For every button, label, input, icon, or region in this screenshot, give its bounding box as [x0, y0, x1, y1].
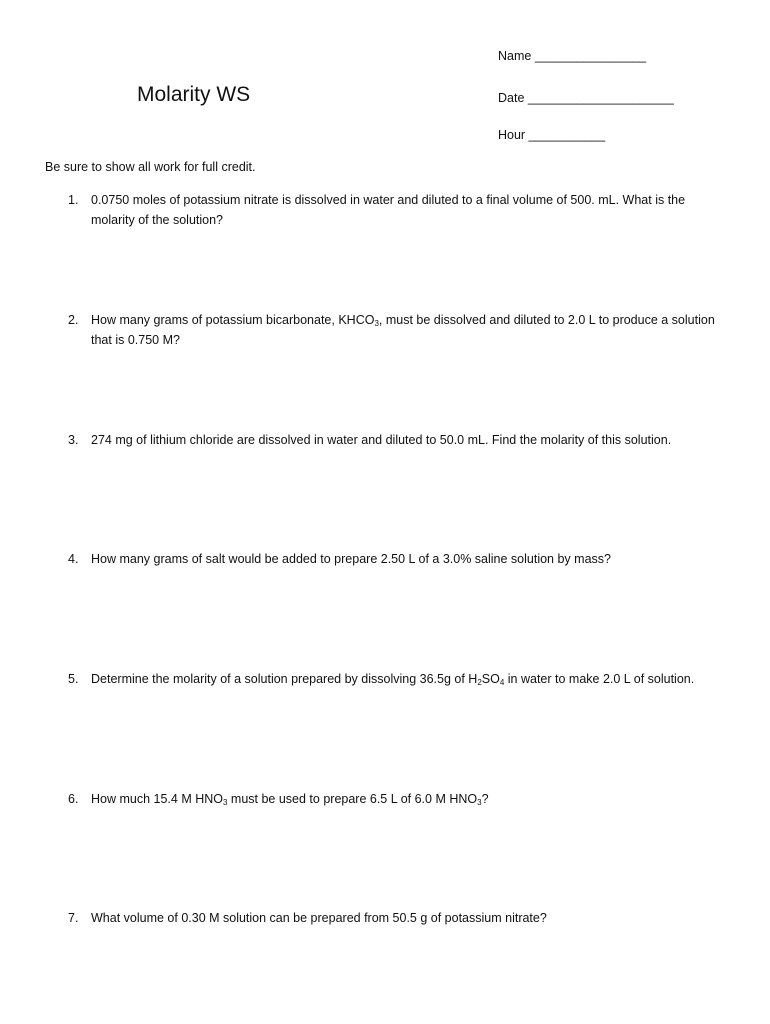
question-text: 274 mg of lithium chloride are dissolved in water and diluted to 50.0 mL. Find the molarity of this solution. — [91, 433, 672, 447]
question-text-part: How much 15.4 M HNO — [91, 792, 223, 806]
question-number: 3. — [68, 433, 79, 447]
question-number: 1. — [68, 193, 79, 207]
hour-field: Hour ___________ — [498, 128, 606, 142]
question-text: What volume of 0.30 M solution can be prepared from 50.5 g of potassium nitrate? — [91, 911, 547, 925]
question-text-part: in water to make 2.0 L of solution. — [504, 672, 695, 686]
question-text: How many grams of salt would be added to prepare 2.50 L of a 3.0% saline solution by mass? — [91, 552, 611, 566]
question-number: 4. — [68, 552, 79, 566]
question-1 — [68, 190, 728, 230]
date-field: Date _____________________ — [498, 91, 674, 105]
subscript: 4 — [499, 678, 505, 687]
question-text-part: ? — [481, 792, 489, 806]
subscript: 2 — [477, 678, 482, 687]
question-text-part: must be used to prepare 6.5 L of 6.0 M HNO — [227, 792, 478, 806]
question-2 — [68, 310, 728, 350]
question-6 — [68, 789, 728, 809]
question-5 — [68, 669, 728, 689]
question-number: 7. — [68, 911, 79, 925]
question-text — [91, 310, 728, 350]
question-4 — [68, 549, 728, 569]
question-7 — [68, 908, 728, 928]
question-3 — [68, 430, 728, 450]
question-number: 6. — [68, 792, 79, 806]
question-text-part: SO — [481, 672, 500, 686]
question-text-part: How many grams of potassium bicarbonate, KHCO — [91, 313, 375, 327]
question-text-part: Determine the molarity of a solution prepared by dissolving 36.5g of H — [91, 672, 478, 686]
question-number: 5. — [68, 672, 79, 686]
question-text — [91, 789, 728, 809]
subscript: 3 — [477, 798, 482, 807]
name-field: Name ________________ — [498, 49, 647, 63]
question-text: 0.0750 moles of potassium nitrate is dissolved in water and diluted to a final volume of 500. mL. What is the molarity of the solution? — [91, 193, 686, 227]
instructions-text: Be sure to show all work for full credit. — [45, 160, 256, 174]
subscript: 3 — [222, 798, 228, 807]
question-text — [91, 669, 728, 689]
subscript: 3 — [374, 319, 379, 328]
worksheet-title: Molarity WS — [137, 83, 251, 106]
question-text-part: , must be dissolved and diluted to 2.0 L to produce a solution that is 0.750 M? — [91, 313, 715, 347]
question-number: 2. — [68, 313, 79, 327]
